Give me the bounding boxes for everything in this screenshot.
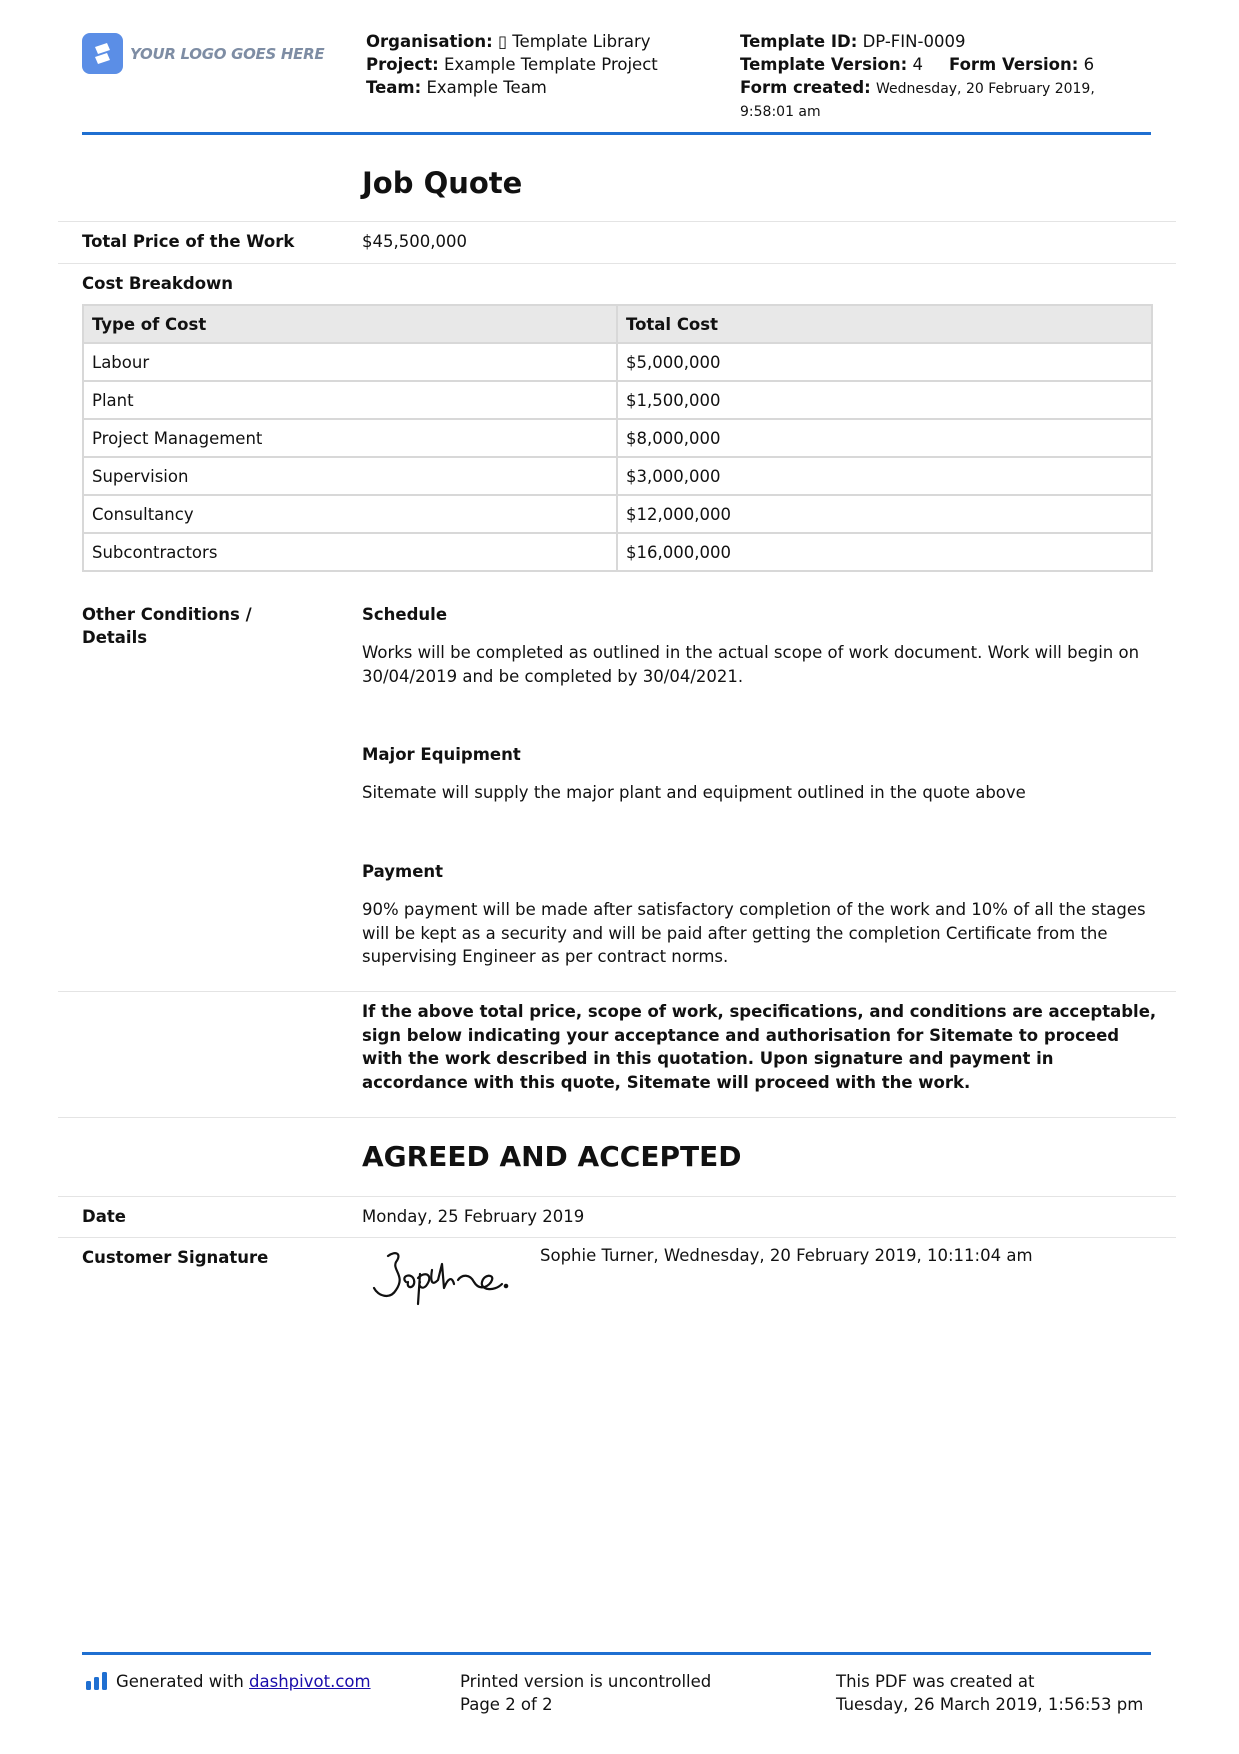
divider	[58, 221, 1176, 222]
table-header-row	[83, 305, 1152, 343]
cost-value-cell: $12,000,000	[617, 495, 1152, 533]
form-created-label: Form created:	[740, 78, 871, 97]
cost-value-cell: $16,000,000	[617, 533, 1152, 571]
divider	[58, 1196, 1176, 1197]
table-row	[83, 495, 1152, 533]
generated-prefix: Generated with	[116, 1672, 244, 1691]
cost-type-cell: Subcontractors	[83, 533, 617, 571]
cost-value-cell: $5,000,000	[617, 343, 1152, 381]
form-version-label: Form Version:	[948, 55, 1079, 74]
cost-value-cell: $1,500,000	[617, 381, 1152, 419]
other-conditions-label	[82, 603, 252, 649]
page-number: Page 2 of 2	[460, 1695, 553, 1714]
table-row	[83, 381, 1152, 419]
header-rule	[82, 132, 1151, 135]
cost-type-cell: Supervision	[83, 457, 617, 495]
form-created-value: Wednesday, 20 February 2019,	[876, 81, 1095, 97]
project-label: Project:	[366, 55, 439, 74]
team-label: Team:	[366, 78, 422, 97]
printed-line: Printed version is uncontrolled	[460, 1672, 712, 1691]
cost-value-cell: $8,000,000	[617, 419, 1152, 457]
form-created-time: 9:58:01 am	[740, 104, 821, 120]
customer-signature-image	[366, 1246, 516, 1316]
other-conditions-label-line2: Details	[82, 628, 148, 647]
acceptance-text: If the above total price, scope of work, specifications, and conditions are acceptable, sign below indicating your acceptance and authorisation for Sitemate to proceed with the work described in this quotation. Upon signature and payment in accordance with this quote, Sitemate will proceed with the work.	[362, 1002, 1157, 1092]
equipment-title: Major Equipment	[362, 745, 521, 764]
equipment-text: Sitemate will supply the major plant and equipment outlined in the quote above	[362, 783, 1026, 802]
cost-type-cell: Project Management	[83, 419, 617, 457]
table-row	[83, 343, 1152, 381]
logo-icon	[82, 33, 123, 74]
form-version-value: 6	[1083, 55, 1095, 74]
total-price-label: Total Price of the Work	[82, 232, 295, 251]
created-line-1: This PDF was created at	[836, 1672, 1035, 1691]
organisation-label: Organisation:	[366, 32, 493, 51]
generated-with	[116, 1670, 371, 1693]
dashpivot-link[interactable]: dashpivot.com	[249, 1672, 371, 1691]
signature-label: Customer Signature	[82, 1248, 269, 1267]
divider	[58, 991, 1176, 992]
cost-value-cell: $3,000,000	[617, 457, 1152, 495]
created-line-2: Tuesday, 26 March 2019, 1:56:53 pm	[836, 1695, 1144, 1714]
template-id-label: Template ID:	[740, 32, 858, 51]
company-logo	[82, 33, 325, 75]
table-row	[83, 419, 1152, 457]
table-row	[83, 457, 1152, 495]
schedule-text: Works will be completed as outlined in the actual scope of work document. Work will begin on 30/04/2019 and be completed by 30/04/2021.	[362, 643, 1140, 686]
organisation-value: ▯ Template Library	[497, 32, 651, 51]
cost-breakdown-label: Cost Breakdown	[82, 274, 234, 293]
divider	[58, 263, 1176, 264]
column-header-type: Type of Cost	[83, 305, 617, 343]
logo-text: YOUR LOGO GOES HERE	[130, 45, 325, 63]
date-label: Date	[82, 1207, 126, 1226]
agreement-title: AGREED AND ACCEPTED	[362, 1140, 742, 1173]
total-price-value: $45,500,000	[362, 232, 467, 251]
table-row	[83, 533, 1152, 571]
team-value: Example Team	[426, 78, 547, 97]
template-version-value: 4	[912, 55, 923, 74]
schedule-title: Schedule	[362, 605, 448, 624]
dashpivot-bars-icon	[86, 1672, 108, 1690]
header-template-info	[740, 30, 1095, 124]
payment-title: Payment	[362, 862, 444, 881]
footer-print-info	[460, 1670, 711, 1716]
divider	[58, 1117, 1176, 1118]
other-conditions-label-line1: Other Conditions /	[82, 605, 252, 624]
payment-text: 90% payment will be made after satisfactory completion of the work and 10% of all the stages will be kept as a security and will be paid after getting the completion Certificate from the supervising Engineer as per contract norms.	[362, 900, 1146, 966]
cost-breakdown-table	[82, 304, 1153, 572]
footer-created-info	[836, 1670, 1143, 1716]
divider	[58, 1237, 1176, 1238]
header-project-info	[366, 30, 658, 99]
page-title: Job Quote	[362, 166, 523, 200]
cost-type-cell: Consultancy	[83, 495, 617, 533]
cost-type-cell: Plant	[83, 381, 617, 419]
date-value: Monday, 25 February 2019	[362, 1207, 585, 1226]
template-id-value: DP-FIN-0009	[862, 32, 966, 51]
column-header-total: Total Cost	[617, 305, 1152, 343]
cost-type-cell: Labour	[83, 343, 617, 381]
project-value: Example Template Project	[443, 55, 658, 74]
signature-caption: Sophie Turner, Wednesday, 20 February 2019, 10:11:04 am	[540, 1246, 1033, 1265]
footer-rule	[82, 1652, 1151, 1655]
template-version-label: Template Version:	[740, 55, 908, 74]
